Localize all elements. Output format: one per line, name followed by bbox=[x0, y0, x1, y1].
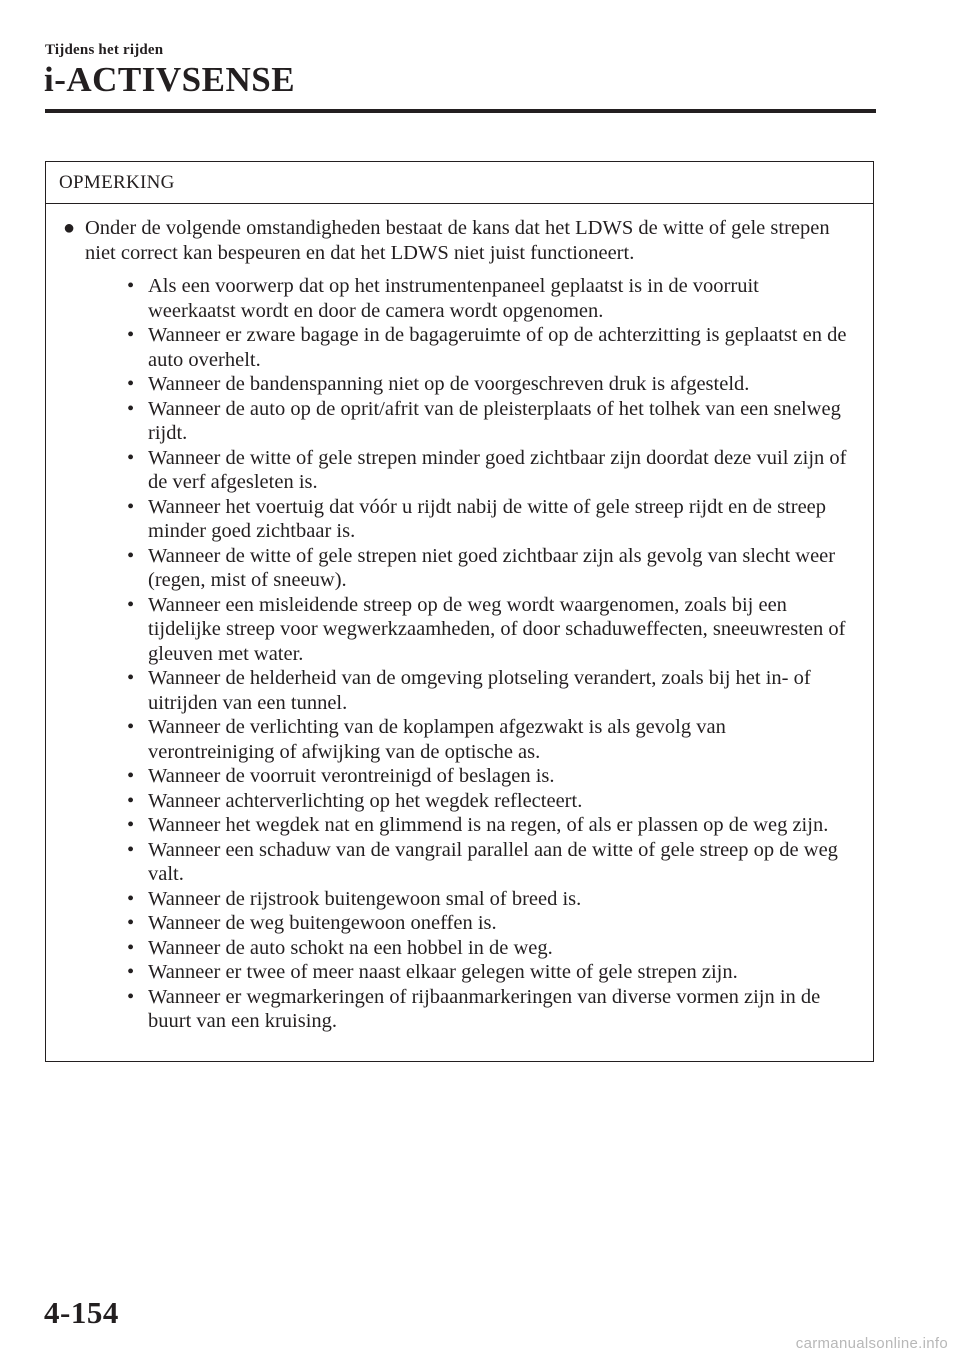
condition-list-item bbox=[85, 789, 861, 814]
condition-list-item bbox=[85, 495, 861, 544]
condition-text: Wanneer het voertuig dat vóór u rijdt nabij de witte of gele streep rijdt en de streep minder goed zichtbaar is. bbox=[148, 495, 827, 542]
section-label: Tijdens het rijden bbox=[45, 42, 164, 58]
condition-text: Wanneer de auto op de oprit/afrit van de pleisterplaats of het tolhek van een snelweg rijdt. bbox=[148, 397, 841, 444]
condition-list-item bbox=[85, 372, 861, 397]
small-bullet-icon: • bbox=[127, 593, 135, 616]
small-bullet-icon: • bbox=[127, 397, 135, 420]
condition-list-item bbox=[85, 838, 861, 887]
condition-text: Wanneer de weg buitengewoon oneffen is. bbox=[148, 912, 497, 934]
condition-text: Wanneer de helderheid van de omgeving plotseling verandert, zoals bij het in- of uitrijden van een tunnel. bbox=[148, 667, 811, 714]
small-bullet-icon: • bbox=[127, 667, 135, 689]
note-main-text: Onder de volgende omstandigheden bestaat de kans dat het LDWS de witte of gele strepen niet correct kan bespeuren en dat het LDWS niet juist functioneert. bbox=[85, 217, 830, 264]
note-box bbox=[45, 161, 874, 1062]
condition-list-item bbox=[85, 985, 861, 1034]
condition-list-item bbox=[85, 764, 861, 789]
condition-text: Wanneer de witte of gele strepen niet goed zichtbaar zijn als gevolg van slecht weer (regen, mist of sneeuw). bbox=[148, 544, 836, 591]
bullet-icon: ● bbox=[63, 217, 76, 239]
title-rule bbox=[45, 109, 876, 113]
page-number: 4-154 bbox=[44, 1295, 119, 1330]
condition-text: Wanneer achterverlichting op het wegdek reflecteert. bbox=[148, 789, 583, 812]
condition-text: Wanneer de auto schokt na een hobbel in de weg. bbox=[148, 936, 553, 959]
small-bullet-icon: • bbox=[127, 544, 135, 567]
small-bullet-icon: • bbox=[127, 765, 135, 787]
note-heading: OPMERKING bbox=[46, 162, 873, 204]
small-bullet-icon: • bbox=[127, 275, 135, 297]
small-bullet-icon: • bbox=[127, 324, 135, 346]
condition-text: Wanneer de witte of gele strepen minder goed zichtbaar zijn doordat deze vuil zijn of de verf afgesleten is. bbox=[148, 446, 847, 493]
condition-list-item bbox=[85, 397, 861, 446]
condition-list-item bbox=[85, 960, 861, 985]
small-bullet-icon: • bbox=[127, 887, 135, 910]
small-bullet-icon: • bbox=[127, 814, 135, 836]
note-body bbox=[46, 204, 873, 1034]
condition-list-item bbox=[85, 715, 861, 764]
condition-text: Wanneer het wegdek nat en glimmend is na regen, of als er plassen op de weg zijn. bbox=[148, 814, 829, 836]
small-bullet-icon: • bbox=[127, 912, 135, 934]
condition-text: Wanneer de voorruit verontreinigd of beslagen is. bbox=[148, 765, 555, 787]
condition-list bbox=[85, 274, 861, 1034]
condition-list-item bbox=[85, 887, 861, 912]
small-bullet-icon: • bbox=[127, 789, 135, 812]
small-bullet-icon: • bbox=[127, 716, 135, 738]
small-bullet-icon: • bbox=[127, 495, 135, 518]
condition-text: Wanneer de bandenspanning niet op de voorgeschreven druk is afgesteld. bbox=[148, 373, 750, 395]
condition-text: Wanneer er wegmarkeringen of rijbaanmarkeringen van diverse vormen zijn in de buurt van een kruising. bbox=[148, 985, 821, 1032]
condition-text: Wanneer de rijstrook buitengewoon smal of breed is. bbox=[148, 887, 582, 910]
condition-text: Wanneer een schaduw van de vangrail parallel aan de witte of gele streep op de weg valt. bbox=[148, 838, 838, 885]
watermark: carmanualsonline.info bbox=[795, 1335, 948, 1352]
condition-list-item bbox=[85, 666, 861, 715]
condition-list-item bbox=[85, 911, 861, 936]
small-bullet-icon: • bbox=[127, 373, 135, 395]
condition-text: Als een voorwerp dat op het instrumentenpaneel geplaatst is in de voorruit weerkaatst wordt en door de camera wordt opgenomen. bbox=[148, 275, 759, 322]
condition-list-item bbox=[85, 593, 861, 667]
small-bullet-icon: • bbox=[127, 961, 135, 983]
condition-text: Wanneer er zware bagage in de bagageruimte of op de achterzitting is geplaatst en de auto overhelt. bbox=[148, 324, 847, 371]
condition-list-item bbox=[85, 813, 861, 838]
small-bullet-icon: • bbox=[127, 838, 135, 861]
small-bullet-icon: • bbox=[127, 446, 135, 469]
note-main-item bbox=[46, 216, 873, 1034]
condition-text: Wanneer een misleidende streep op de weg wordt waargenomen, zoals bij een tijdelijke streep voor wegwerkzaamheden, of door schaduweffecten, sneeuwresten of gleuven met water. bbox=[148, 593, 846, 665]
condition-text: Wanneer de verlichting van de koplampen afgezwakt is als gevolg van verontreiniging of afwijking van de optische as. bbox=[148, 716, 726, 763]
small-bullet-icon: • bbox=[127, 985, 135, 1008]
condition-list-item bbox=[85, 323, 861, 372]
condition-text: Wanneer er twee of meer naast elkaar gelegen witte of gele strepen zijn. bbox=[148, 961, 738, 983]
condition-list-item bbox=[85, 936, 861, 961]
condition-list-item bbox=[85, 544, 861, 593]
chapter-title: i-ACTIVSENSE bbox=[44, 60, 296, 99]
condition-list-item bbox=[85, 446, 861, 495]
condition-list-item bbox=[85, 274, 861, 323]
small-bullet-icon: • bbox=[127, 936, 135, 959]
